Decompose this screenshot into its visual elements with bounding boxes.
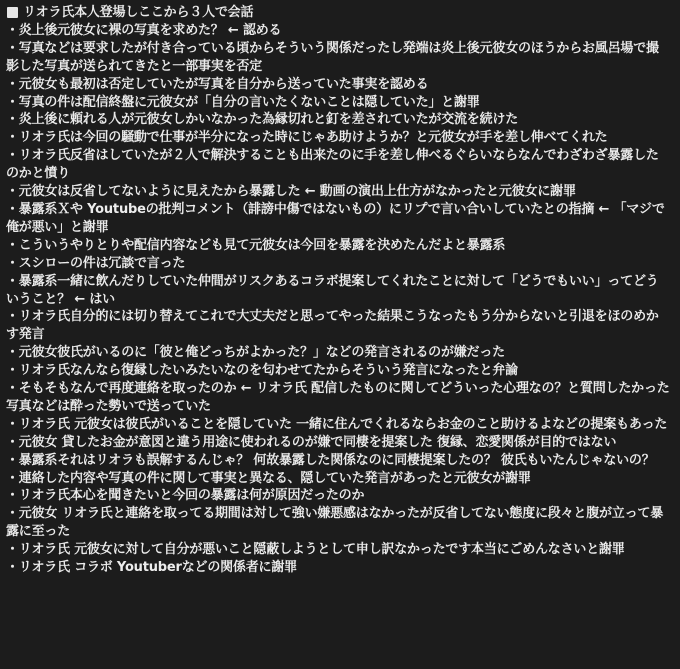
list-item: ・元彼女は反省してないように見えたから暴露した ← 動画の演出上仕方がなかったと元彼女に謝罪	[6, 184, 576, 200]
list-item: ・写真の件は配信終盤に元彼女が「自分の言いたくないことは隠していた」と謝罪	[6, 94, 480, 110]
list-item: ・元彼女も最初は否定していたが写真を自分から送っていた事実を認める	[6, 76, 429, 92]
list-item: ・リオラ氏なんなら復縁したいみたいなのを匂わせてたからそういう発言になったと弁論	[6, 363, 518, 379]
note-title: リオラ氏本人登場しここから３人で会話	[23, 5, 254, 20]
list-item: ・リオラ氏自分的には切り替えてこれで大丈夫だと思ってやった結果こうなったもう分からないと引退をほのめかす発言	[6, 309, 659, 343]
list-item: ・リオラ氏 コラボ Youtuberなどの関係者に謝罪	[6, 560, 297, 576]
list-item: ・リオラ氏 元彼女に対して自分が悪いこと隠蔽しようとして申し訳なかったです本当にごめんなさいと謝罪	[6, 542, 625, 558]
list-item: ・炎上後元彼女に裸の写真を求めた？ ← 認める	[6, 22, 282, 38]
list-item: ・元彼女 貸したお金が意図と違う用途に使われるのが嫌で同棲を提案した 復縁、恋愛関係が目的ではない	[6, 434, 617, 450]
list-item: ・リオラ氏は今回の騒動で仕事が半分になった時にじゃあ助けようか？と元彼女が手を差し伸べてくれた	[6, 130, 608, 146]
list-item: ・リオラ氏 元彼女は彼氏がいることを隠していた 一緒に住んでくれるならお金のこと助けるよなどの提案もあった	[6, 416, 668, 432]
note-title-row	[6, 4, 670, 22]
list-item: ・炎上後に頼れる人が元彼女しかいなかった為縁切れと釘を差されていたが交流を続けた	[6, 112, 519, 128]
list-item: ・リオラ氏本心を聞きたいと今回の暴露は何が原因だったのか	[6, 488, 365, 504]
list-item: ・暴露系一緒に飲んだりしていた仲間がリスクあるコラボ提案してくれたことに対して「どうでもいい」ってどういうこと？ ← はい	[6, 273, 659, 307]
list-item: ・そもそもなんで再度連絡を取ったのか ← リオラ氏 配信したものに関してどういった心理なの？と質問したかった写真などは酔った勢いで送っていた	[6, 381, 670, 414]
list-item: ・元彼女 リオラ氏と連絡を取ってる期間は対して強い嫌悪感はなかったが反省してない態度に段々と腹が立って暴露に至った	[6, 506, 663, 540]
list-item: ・暴露系Ｘや Youtubeの批判コメント（誹謗中傷ではないもの）にリプで言い合いしていたとの指摘 ← 「マジで俺が悪い」と謝罪	[6, 201, 665, 235]
list-item: ・リオラ氏反省はしていたが２人で解決することも出来たのに手を差し伸べるぐらいならなんでわざわざ暴露したのかと憤り	[6, 148, 659, 182]
list-item: ・暴露系それはリオラも誤解するんじゃ？ 何故暴露した関係なのに同棲提案したの？ 彼氏もいたんじゃないの？	[6, 452, 655, 468]
list-item: ・スシローの件は冗談で言った	[6, 255, 186, 271]
note-content	[6, 4, 670, 577]
square-icon	[7, 7, 18, 18]
list-item: ・元彼女彼氏がいるのに「彼と俺どっちがよかった？」などの発言されるのが嫌だった	[6, 345, 505, 361]
list-item: ・こういうやりとりや配信内容なども見て元彼女は今回を暴露を決めたんだよと暴露系	[6, 237, 506, 253]
list-item: ・写真などは要求したが付き合っている頃からそういう関係だったし発端は炎上後元彼女のほうからお風呂場で撮影した写真が送られてきたと一部事実を否定	[6, 40, 659, 74]
list-item: ・連絡した内容や写真の件に関して事実と異なる、隠していた発言があったと元彼女が謝罪	[6, 470, 531, 486]
